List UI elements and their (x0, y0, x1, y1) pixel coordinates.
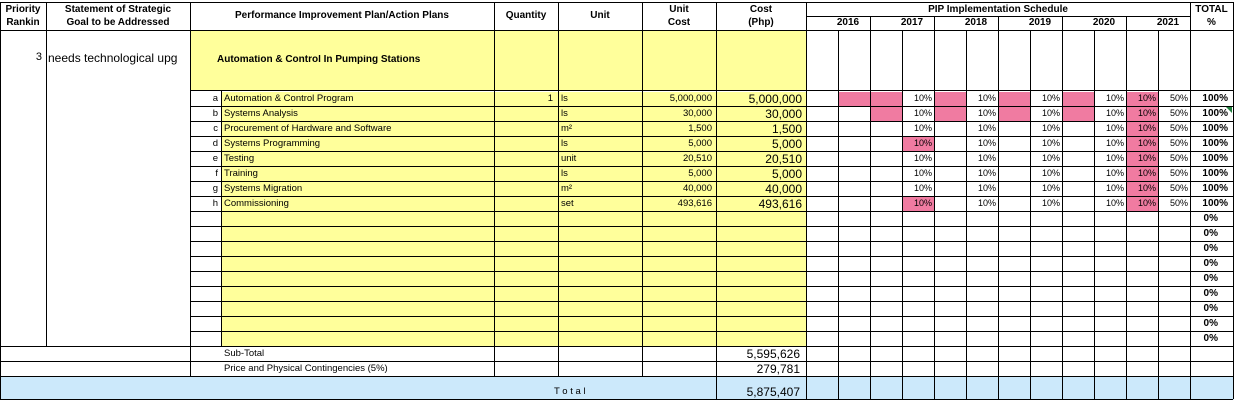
empty-row-total: 0% (1203, 244, 1218, 254)
item-quantity (494, 109, 556, 121)
item-total-percent: 100% (1202, 139, 1228, 149)
grid-hline (190, 136, 1233, 137)
item-cost: 40,000 (765, 183, 802, 196)
grid-vline (966, 30, 967, 399)
contingency-value: 279,781 (756, 363, 800, 376)
item-quantity (494, 199, 556, 211)
grid-hline (0, 361, 1233, 362)
schedule-value: 10% (1041, 139, 1060, 148)
item-letter: a (212, 94, 218, 104)
schedule-value: 10% (1137, 124, 1156, 133)
grid-hline (190, 316, 1233, 317)
item-letter: d (212, 139, 218, 149)
grid-vline (1094, 30, 1095, 399)
schedule-marker (871, 107, 902, 121)
schedule-value: 10% (1041, 169, 1060, 178)
schedule-value: 50% (1169, 139, 1188, 148)
grid-hline (190, 226, 1233, 227)
schedule-value: 10% (913, 139, 932, 148)
empty-row-total: 0% (1203, 334, 1218, 344)
year-2021: 2021 (1156, 17, 1180, 28)
grid-vline (1190, 2, 1191, 399)
grid-vline (934, 16, 935, 399)
item-quantity (494, 124, 556, 136)
item-name: Systems Programming (224, 139, 321, 149)
grid-vline (1062, 16, 1063, 399)
goal-text: needs technological upg (48, 52, 178, 65)
grid-hline (190, 121, 1233, 122)
priority-header-1: Priority (5, 3, 41, 15)
item-unit: unit (561, 154, 577, 164)
schedule-value: 10% (977, 124, 996, 133)
schedule-value: 10% (977, 199, 996, 208)
plan-header: Performance Improvement Plan/Action Plans (235, 10, 449, 21)
item-name: Testing (224, 154, 255, 164)
item-total-percent: 100% (1202, 109, 1228, 119)
item-name: Commissioning (224, 199, 289, 209)
item-cost: 1,500 (771, 123, 802, 136)
item-cost: 5,000 (771, 168, 802, 181)
schedule-marker (999, 107, 1030, 121)
contingency-label: Price and Physical Contingencies (5%) (224, 364, 388, 374)
schedule-value: 10% (913, 109, 932, 118)
schedule-value: 10% (977, 94, 996, 103)
schedule-value: 10% (977, 139, 996, 148)
priority-rank: 3 (35, 52, 42, 63)
grid-hline (0, 2, 1233, 3)
item-total-percent: 100% (1202, 154, 1228, 164)
schedule-value: 10% (1041, 124, 1060, 133)
item-letter: b (212, 109, 218, 119)
schedule-value: 10% (977, 154, 996, 163)
grid-vline (0, 2, 1, 399)
item-name: Systems Migration (224, 184, 303, 194)
item-quantity (494, 169, 556, 181)
grid-vline (806, 2, 807, 399)
item-unit-cost: 5,000,000 (669, 94, 712, 104)
grid-vline (642, 2, 643, 376)
schedule-value: 10% (977, 184, 996, 193)
subtotal-label: Sub-Total (224, 349, 265, 359)
schedule-value: 50% (1169, 154, 1188, 163)
comment-indicator-icon[interactable] (1226, 107, 1232, 113)
cost-header-2: (Php) (748, 16, 774, 28)
schedule-marker (871, 92, 902, 106)
goal-header-1: Statement of Strategic (64, 3, 172, 15)
empty-row-total: 0% (1203, 259, 1218, 269)
grid-vline (494, 2, 495, 376)
grid-hline (190, 166, 1233, 167)
year-2017: 2017 (900, 17, 924, 28)
schedule-value: 10% (1137, 169, 1156, 178)
schedule-value: 50% (1169, 109, 1188, 118)
unit-cost-header-1: Unit (669, 3, 689, 15)
schedule-value: 10% (913, 124, 932, 133)
item-unit: ls (561, 109, 568, 119)
item-unit-cost: 1,500 (688, 124, 712, 134)
empty-row-total: 0% (1203, 229, 1218, 239)
item-letter: e (212, 154, 218, 164)
schedule-value: 50% (1169, 94, 1188, 103)
schedule-value: 50% (1169, 184, 1188, 193)
grid-vline (221, 91, 222, 346)
schedule-value: 10% (1137, 109, 1156, 118)
item-cost: 30,000 (765, 108, 802, 121)
schedule-value: 10% (1105, 124, 1124, 133)
item-unit-cost: 40,000 (682, 184, 712, 194)
item-cost: 5,000 (771, 138, 802, 151)
schedule-marker (839, 92, 870, 106)
item-unit: ls (561, 139, 568, 149)
grid-hline (190, 271, 1233, 272)
grid-vline (902, 30, 903, 399)
item-name: Training (224, 169, 258, 179)
item-name: Systems Analysis (224, 109, 298, 119)
schedule-marker (1063, 92, 1094, 106)
schedule-value: 10% (1137, 199, 1156, 208)
item-quantity (494, 184, 556, 196)
item-cost: 20,510 (765, 153, 802, 166)
priority-header-2: Rankin (6, 16, 40, 28)
grid-vline (46, 2, 47, 346)
item-total-percent: 100% (1202, 199, 1228, 209)
grid-hline (190, 286, 1233, 287)
empty-row-total: 0% (1203, 274, 1218, 284)
cost-header-1: Cost (749, 3, 773, 15)
schedule-value: 10% (1137, 184, 1156, 193)
schedule-marker (999, 92, 1030, 106)
grid-hline (0, 346, 1233, 347)
item-letter: c (213, 124, 218, 134)
grid-vline (716, 2, 717, 399)
item-quantity (494, 139, 556, 151)
item-name: Automation & Control Program (224, 94, 354, 104)
schedule-value: 10% (913, 154, 932, 163)
item-unit-cost: 20,510 (682, 154, 712, 164)
schedule-value: 10% (1105, 109, 1124, 118)
schedule-value: 50% (1169, 169, 1188, 178)
schedule-value: 50% (1169, 124, 1188, 133)
grid-hline (0, 399, 1233, 400)
grid-hline (190, 256, 1233, 257)
quantity-header: Quantity (505, 10, 547, 21)
year-2016: 2016 (836, 17, 860, 28)
grid-hline (190, 181, 1233, 182)
item-cost: 5,000,000 (748, 93, 802, 106)
item-unit-cost: 5,000 (688, 169, 712, 179)
item-total-percent: 100% (1202, 94, 1228, 104)
schedule-value: 10% (1105, 139, 1124, 148)
schedule-value: 10% (1105, 154, 1124, 163)
grid-hline (190, 196, 1233, 197)
item-unit: ls (561, 169, 568, 179)
schedule-value: 10% (977, 169, 996, 178)
item-unit-cost: 5,000 (688, 139, 712, 149)
schedule-value: 10% (1041, 199, 1060, 208)
item-quantity (494, 154, 556, 166)
schedule-value: 10% (1137, 94, 1156, 103)
item-total-percent: 100% (1202, 169, 1228, 179)
item-total-percent: 100% (1202, 184, 1228, 194)
item-quantity: 1 (547, 94, 553, 104)
grid-vline (190, 2, 191, 376)
subtotal-value: 5,595,626 (746, 348, 800, 361)
item-unit: ls (561, 94, 568, 104)
total-header-1: TOTAL (1195, 3, 1228, 15)
schedule-value: 10% (1105, 199, 1124, 208)
grid-hline (190, 90, 1233, 91)
schedule-value: 10% (1105, 184, 1124, 193)
goal-header-2: Goal to be Addressed (66, 16, 170, 28)
grid-vline (1158, 30, 1159, 399)
empty-row-total: 0% (1203, 289, 1218, 299)
schedule-value: 10% (1041, 94, 1060, 103)
schedule-value: 10% (1041, 154, 1060, 163)
item-cost: 493,616 (758, 198, 802, 211)
total-value: 5,875,407 (746, 386, 800, 399)
schedule-value: 10% (913, 184, 932, 193)
year-2019: 2019 (1028, 17, 1052, 28)
item-total-percent: 100% (1202, 124, 1228, 134)
grid-vline (870, 16, 871, 399)
schedule-marker (935, 92, 966, 106)
item-unit-cost: 493,616 (677, 199, 712, 209)
item-name: Procurement of Hardware and Software (224, 124, 392, 134)
empty-row-total: 0% (1203, 319, 1218, 329)
grid-vline (998, 16, 999, 399)
schedule-value: 10% (1041, 109, 1060, 118)
item-unit: m² (561, 124, 573, 134)
year-2018: 2018 (964, 17, 988, 28)
grid-hline (0, 376, 1233, 377)
grid-hline (0, 30, 1233, 31)
grid-hline (190, 151, 1233, 152)
total-label: T o t a l (554, 387, 586, 397)
item-letter: h (212, 199, 218, 209)
empty-row-total: 0% (1203, 304, 1218, 314)
schedule-value: 50% (1169, 199, 1188, 208)
grid-hline (190, 106, 1233, 107)
item-letter: g (212, 184, 218, 194)
empty-row-total: 0% (1203, 214, 1218, 224)
schedule-value: 10% (1137, 139, 1156, 148)
grid-hline (190, 211, 1233, 212)
year-2020: 2020 (1092, 17, 1116, 28)
schedule-value: 10% (913, 199, 932, 208)
grid-hline (190, 241, 1233, 242)
schedule-marker (935, 107, 966, 121)
item-unit: m² (561, 184, 573, 194)
grid-vline (558, 2, 559, 376)
schedule-value: 10% (913, 169, 932, 178)
schedule-value: 10% (1137, 154, 1156, 163)
item-letter: f (215, 169, 218, 179)
schedule-value: 10% (913, 94, 932, 103)
project-title: Automation & Control In Pumping Stations (217, 55, 421, 65)
schedule-marker (1063, 107, 1094, 121)
grid-hline (190, 331, 1233, 332)
schedule-value: 10% (977, 109, 996, 118)
grid-vline (1030, 30, 1031, 399)
grid-vline (838, 30, 839, 399)
schedule-value: 10% (1105, 94, 1124, 103)
unit-cost-header-2: Cost (667, 16, 691, 28)
item-unit-cost: 30,000 (682, 109, 712, 119)
unit-header: Unit (590, 10, 610, 21)
schedule-value: 10% (1105, 169, 1124, 178)
grid-hline (190, 301, 1233, 302)
item-unit: set (561, 199, 574, 209)
grid-vline (1126, 16, 1127, 399)
total-header-2: % (1207, 16, 1216, 28)
schedule-header: PIP Implementation Schedule (928, 3, 1068, 15)
schedule-value: 10% (1041, 184, 1060, 193)
